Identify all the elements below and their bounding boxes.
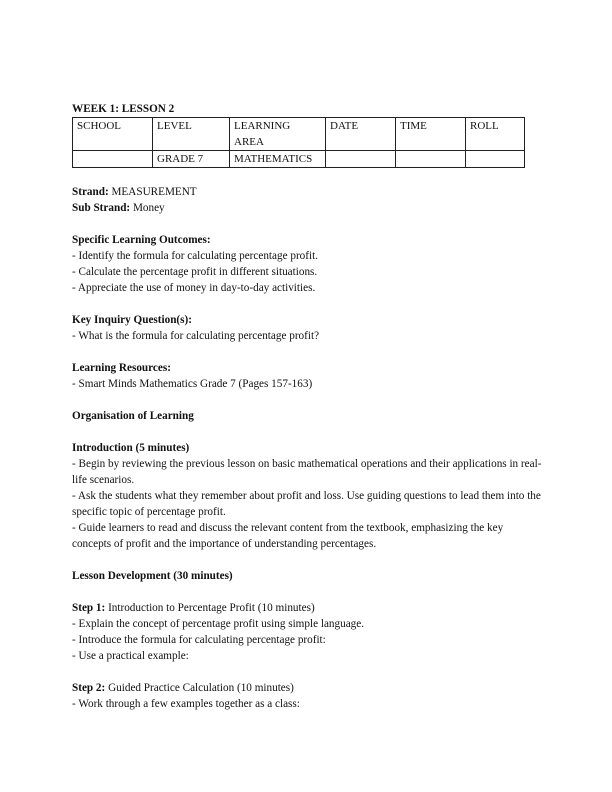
sub-strand-line: Sub Strand: Money	[72, 202, 165, 214]
inquiry-heading: Key Inquiry Question(s):	[72, 314, 192, 326]
table-cell: TIME	[396, 118, 466, 151]
list-item: - Identify the formula for calculating percentage profit.	[72, 250, 319, 262]
table-cell: GRADE 7	[153, 151, 230, 168]
list-item: - Appreciate the use of money in day-to-day activities.	[72, 282, 316, 294]
outcomes-heading: Specific Learning Outcomes:	[72, 234, 211, 246]
list-item: - Ask the students what they remember about profit and loss. Use guiding questions to lead them into the specific topic of percentage profit.	[72, 490, 541, 518]
table-cell: DATE	[326, 118, 396, 151]
step2-title: Step 2: Guided Practice Calculation (10 minutes)	[72, 682, 294, 694]
development-heading: Lesson Development (30 minutes)	[72, 570, 233, 582]
table-cell: LEVEL	[153, 118, 230, 151]
introduction-heading: Introduction (5 minutes)	[72, 442, 190, 454]
table-header-row	[73, 118, 525, 151]
list-item: - Smart Minds Mathematics Grade 7 (Pages 157-163)	[72, 378, 313, 390]
table-cell: ROLL	[466, 118, 525, 151]
table-cell	[466, 151, 525, 168]
organisation-heading: Organisation of Learning	[72, 410, 194, 422]
table-cell: MATHEMATICS	[230, 151, 326, 168]
table-cell	[73, 151, 153, 168]
table-cell	[396, 151, 466, 168]
list-item: - Begin by reviewing the previous lesson on basic mathematical operations and their applications in real-life scenarios.	[72, 458, 542, 486]
list-item: - Work through a few examples together as a class:	[72, 698, 300, 710]
list-item: - Use a practical example:	[72, 650, 189, 662]
week-title: WEEK 1: LESSON 2	[72, 103, 175, 115]
step1-title: Step 1: Introduction to Percentage Profit (10 minutes)	[72, 602, 315, 614]
lesson-content	[72, 101, 542, 712]
list-item: - Introduce the formula for calculating percentage profit:	[72, 634, 326, 646]
list-item: - Explain the concept of percentage profit using simple language.	[72, 618, 365, 630]
list-item: - What is the formula for calculating percentage profit?	[72, 330, 320, 342]
lesson-meta-table	[72, 117, 525, 168]
table-cell: LEARNING AREA	[230, 118, 326, 151]
resources-heading: Learning Resources:	[72, 362, 171, 374]
list-item: - Guide learners to read and discuss the relevant content from the textbook, emphasizing the key concepts of profit and the importance of understanding percentages.	[72, 522, 504, 550]
table-cell	[326, 151, 396, 168]
table-row	[73, 151, 525, 168]
table-cell: SCHOOL	[73, 118, 153, 151]
strand-line: Strand: MEASUREMENT	[72, 186, 197, 198]
list-item: - Calculate the percentage profit in different situations.	[72, 266, 318, 278]
